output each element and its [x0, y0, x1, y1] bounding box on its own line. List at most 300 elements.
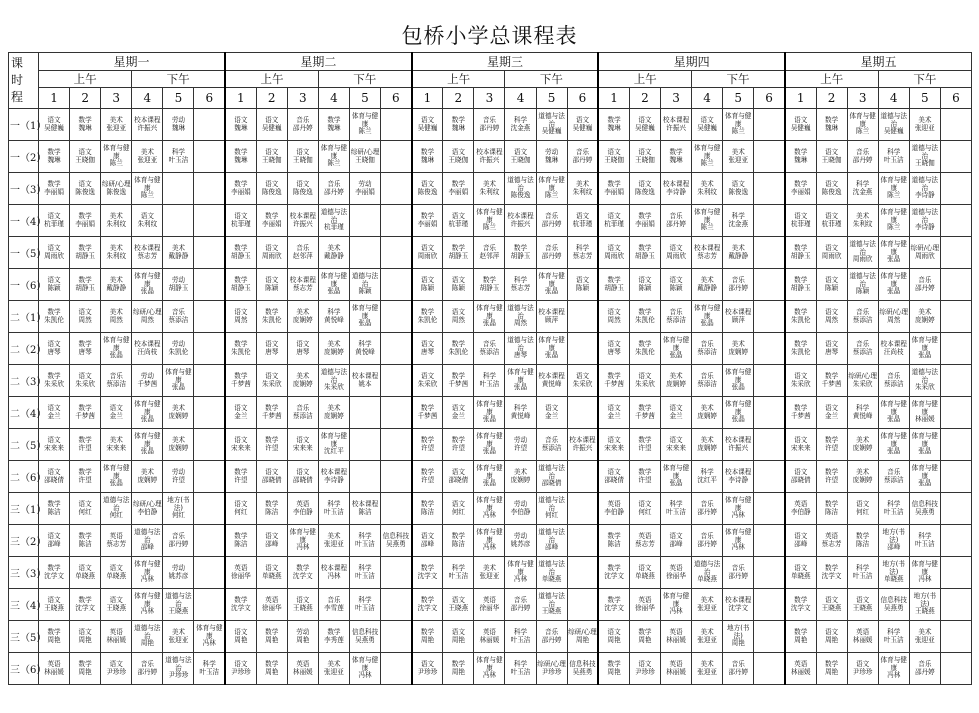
teacher-name: 姚苏彦 — [168, 571, 189, 580]
schedule-cell — [101, 493, 132, 525]
schedule-cell — [598, 333, 629, 365]
class-row — [9, 653, 972, 685]
schedule-cell — [163, 589, 194, 621]
schedule-cell — [256, 269, 287, 301]
teacher-name: 吴健巍 — [635, 123, 655, 132]
teacher-name: 邵丹婷 — [137, 667, 158, 676]
teacher-name: 周然 — [234, 315, 248, 324]
subject-name: 音乐 — [482, 339, 497, 348]
subject-name: 劳动 — [513, 531, 528, 540]
teacher-name: 沈学文 — [292, 571, 313, 580]
subject-name: 数学 — [234, 467, 248, 476]
teacher-name: 张晶 — [513, 383, 528, 392]
subject-name: 美术 — [109, 115, 123, 124]
subject-name: 劳动 — [296, 627, 310, 636]
teacher-name: 千梦茜 — [75, 411, 96, 420]
teacher-name: 邵峰 — [669, 539, 683, 548]
teacher-name: 叶玉洁 — [883, 155, 904, 164]
subject-name: 美术 — [700, 179, 714, 188]
schedule-cell — [412, 589, 443, 621]
schedule-cell — [878, 141, 909, 173]
schedule-cell — [940, 461, 971, 493]
teacher-name: 邵峰 — [545, 543, 559, 552]
schedule-cell — [194, 333, 225, 365]
schedule-cell — [256, 365, 287, 397]
teacher-name: 张晶 — [731, 415, 745, 424]
teacher-name: 周艳 — [78, 667, 92, 676]
teacher-name: 陈兰 — [887, 223, 901, 232]
period-header: 5 — [163, 88, 194, 109]
teacher-name: 千梦茜 — [604, 379, 624, 388]
teacher-name: 朱利纹 — [479, 187, 500, 196]
teacher-name: 叶玉洁 — [324, 507, 344, 516]
teacher-name: 叶玉洁 — [914, 539, 935, 548]
teacher-name: 陈俊逸 — [261, 187, 282, 196]
subject-name: 劳动 — [171, 563, 186, 572]
schedule-cell — [101, 141, 132, 173]
schedule-cell — [474, 621, 505, 653]
teacher-name: 许望 — [451, 443, 465, 452]
schedule-cell — [287, 109, 318, 141]
schedule-cell — [754, 461, 785, 493]
teacher-name: 张晶 — [109, 351, 123, 360]
subject-name: 校本课程 — [351, 371, 379, 380]
schedule-cell — [723, 557, 754, 589]
teacher-name: 康 — [175, 375, 182, 384]
subject-name: 语文 — [265, 147, 279, 156]
schedule-cell — [536, 237, 567, 269]
teacher-name: 陈颖 — [358, 287, 372, 296]
teacher-name: 邵峰 — [794, 539, 808, 548]
schedule-cell — [381, 269, 412, 301]
schedule-cell — [692, 205, 723, 237]
subject-name: 语文 — [638, 147, 652, 156]
teacher-name: 杭菲瑾 — [44, 219, 64, 228]
schedule-cell — [598, 365, 629, 397]
class-label: 三（6） — [9, 653, 39, 685]
schedule-cell — [256, 205, 287, 237]
subject-name: 综研/心理 — [848, 371, 877, 380]
schedule-cell — [474, 141, 505, 173]
teacher-name: 康 — [921, 471, 929, 480]
teacher-name: 康 — [112, 343, 120, 352]
schedule-cell — [443, 109, 474, 141]
subject-name: 道德与法 — [507, 176, 534, 185]
schedule-cell — [225, 493, 256, 525]
schedule-cell — [629, 589, 660, 621]
subject-name: 体育与健 — [880, 176, 907, 185]
schedule-cell — [847, 525, 878, 557]
teacher-name: 陈颖 — [669, 283, 683, 292]
schedule-cell — [381, 173, 412, 205]
teacher-name: 治 — [548, 503, 555, 512]
subject-name: 数学 — [327, 115, 341, 124]
period-header: 3 — [847, 88, 878, 109]
schedule-cell — [692, 301, 723, 333]
schedule-cell — [101, 429, 132, 461]
subject-name: 体育与健 — [320, 144, 348, 153]
teacher-name: 蔡添洁 — [883, 475, 904, 484]
subject-name: 科学 — [327, 499, 341, 508]
afternoon-header: 下午 — [692, 71, 785, 88]
teacher-name: 金兰 — [47, 411, 61, 420]
subject-name: 校本课程 — [538, 371, 565, 380]
teacher-name: 陈兰 — [358, 127, 372, 136]
teacher-name: 陈洁 — [420, 507, 435, 516]
subject-name: 科学 — [202, 659, 216, 668]
schedule-cell — [878, 109, 909, 141]
class-row — [9, 269, 972, 301]
schedule-cell — [660, 589, 691, 621]
schedule-cell — [132, 205, 163, 237]
subject-name: 数学 — [420, 403, 435, 412]
subject-name: 英语 — [47, 659, 61, 668]
schedule-cell — [349, 237, 380, 269]
teacher-name: 魏琳 — [420, 155, 435, 164]
teacher-name: 李诗静 — [728, 475, 749, 484]
subject-name: 校本课程 — [725, 467, 752, 476]
schedule-cell — [816, 461, 847, 493]
subject-name: 数学 — [47, 179, 61, 188]
schedule-cell — [723, 141, 754, 173]
teacher-name: 邵丹婷 — [697, 507, 718, 516]
period-header: 6 — [381, 88, 412, 109]
subject-name: 语文 — [794, 563, 808, 572]
schedule-cell — [318, 589, 349, 621]
schedule-cell — [878, 205, 909, 237]
subject-name: 体育与健 — [507, 368, 534, 377]
subject-name: 语文 — [109, 403, 123, 412]
teacher-name: 康 — [330, 151, 338, 160]
teacher-name: 邵丹婷 — [666, 219, 686, 228]
afternoon-header: 下午 — [878, 71, 971, 88]
schedule-cell — [101, 109, 132, 141]
class-label: 二（1） — [9, 301, 39, 333]
class-label: 三（2） — [9, 525, 39, 557]
teacher-name: 朱利纹 — [106, 219, 127, 228]
teacher-name: 陈兰 — [545, 191, 559, 200]
teacher-name: 张迎亚 — [106, 123, 127, 132]
teacher-name: 邵丹婷 — [324, 187, 344, 196]
teacher-name: 蔡志芳 — [106, 539, 127, 548]
teacher-name: 胡静玉 — [479, 283, 500, 292]
teacher-name: 康 — [144, 279, 151, 288]
teacher-name: 李伯静 — [510, 507, 531, 516]
schedule-cell — [598, 653, 629, 685]
schedule-cell — [381, 237, 412, 269]
teacher-name: 胡静玉 — [168, 283, 189, 292]
schedule-cell — [412, 557, 443, 589]
schedule-cell — [101, 365, 132, 397]
teacher-name: 许振兴 — [572, 443, 593, 452]
subject-name: 道德与法 — [538, 464, 565, 473]
schedule-cell — [256, 397, 287, 429]
schedule-cell — [816, 269, 847, 301]
schedule-cell — [629, 397, 660, 429]
teacher-name: 庞娴婷 — [324, 347, 344, 356]
teacher-name: 李丽娟 — [44, 187, 64, 196]
teacher-name: 康 — [144, 567, 151, 576]
subject-name: 音乐 — [296, 115, 310, 124]
teacher-name: 唐琴 — [824, 347, 839, 356]
teacher-name: 叶玉洁 — [510, 667, 531, 676]
schedule-cell — [785, 397, 816, 429]
schedule-cell — [723, 429, 754, 461]
subject-name: 数学 — [78, 467, 92, 476]
teacher-name: 张迎亚 — [479, 571, 500, 580]
teacher-name: 许振兴 — [728, 443, 749, 452]
schedule-cell — [536, 333, 567, 365]
subject-name: 数学 — [607, 371, 621, 380]
subject-name: 体育与健 — [320, 272, 348, 281]
period-header: 6 — [194, 88, 225, 109]
schedule-cell — [474, 205, 505, 237]
subject-name: 数学 — [420, 499, 435, 508]
schedule-cell — [70, 269, 101, 301]
teacher-name: 王晓伽 — [448, 155, 469, 164]
teacher-name: 李秀莲 — [324, 635, 344, 644]
subject-name: 音乐 — [887, 467, 901, 476]
teacher-name: 李丽娟 — [75, 219, 96, 228]
teacher-name: 陈兰 — [482, 223, 497, 232]
teacher-name: 康 — [703, 151, 711, 160]
teacher-name: 李丽娟 — [230, 187, 251, 196]
subject-name: 语文 — [265, 563, 279, 572]
schedule-cell — [598, 621, 629, 653]
schedule-cell — [349, 397, 380, 429]
teacher-name: 吴健巍 — [541, 127, 562, 136]
teacher-name: 叶玉洁 — [355, 603, 375, 612]
teacher-name: 邵丹婷 — [510, 603, 531, 612]
teacher-name: 周然 — [824, 315, 839, 324]
period-header: 5 — [909, 88, 940, 109]
teacher-name: 林丽媛 — [914, 415, 935, 424]
subject-name: 数学 — [824, 563, 839, 572]
schedule-cell — [754, 589, 785, 621]
schedule-cell — [536, 109, 567, 141]
subject-name: 数学 — [47, 563, 61, 572]
schedule-cell — [194, 141, 225, 173]
teacher-name: 胡静玉 — [230, 283, 251, 292]
schedule-cell — [878, 461, 909, 493]
subject-name: 数学 — [327, 627, 341, 636]
teacher-name: 王晓燕 — [852, 603, 873, 612]
schedule-cell — [785, 237, 816, 269]
schedule-cell — [349, 205, 380, 237]
subject-name: 体育与健 — [725, 528, 752, 537]
teacher-name: 周艳 — [575, 635, 590, 644]
schedule-cell — [474, 173, 505, 205]
schedule-cell — [318, 621, 349, 653]
schedule-cell — [816, 589, 847, 621]
schedule-cell — [443, 269, 474, 301]
subject-name: 体育与健 — [725, 112, 752, 121]
subject-name: 综研/心理 — [879, 307, 909, 316]
schedule-cell — [443, 333, 474, 365]
teacher-name: 法) — [920, 599, 930, 608]
subject-name: 体育与健 — [134, 176, 161, 185]
teacher-name: 康 — [486, 407, 493, 416]
subject-name: 语文 — [638, 275, 652, 284]
teacher-name: 康 — [703, 311, 711, 320]
teacher-name: 周艳 — [47, 635, 61, 644]
schedule-cell — [629, 365, 660, 397]
teacher-name: 朱利纹 — [137, 219, 158, 228]
teacher-name: 李诗静 — [666, 187, 686, 196]
teacher-name: 许望 — [420, 443, 435, 452]
teacher-name: 朱利纹 — [106, 251, 127, 260]
subject-name: 数学 — [234, 371, 248, 380]
schedule-cell — [163, 493, 194, 525]
schedule-cell — [660, 653, 691, 685]
schedule-cell — [132, 301, 163, 333]
subject-name: 语文 — [638, 563, 652, 572]
teacher-name: 何红 — [234, 507, 248, 516]
subject-name: 体育与健 — [880, 432, 907, 441]
teacher-name: 张晶 — [669, 479, 683, 488]
subject-name: 地方(书 — [727, 624, 750, 633]
schedule-cell — [287, 493, 318, 525]
subject-name: 语文 — [234, 659, 248, 668]
subject-name: 信息科技 — [382, 531, 410, 540]
corner-char: 程 — [11, 90, 24, 104]
subject-name: 语文 — [420, 659, 435, 668]
schedule-cell — [225, 397, 256, 429]
subject-name: 音乐 — [171, 531, 186, 540]
schedule-cell — [785, 141, 816, 173]
schedule-cell — [287, 237, 318, 269]
subject-name: 数学 — [856, 531, 870, 540]
teacher-name: 许望 — [638, 475, 652, 484]
teacher-name: 张晶 — [140, 447, 154, 456]
teacher-name: 戴静静 — [106, 283, 127, 292]
teacher-name: 周艳 — [140, 639, 154, 648]
teacher-name: 张迎亚 — [914, 635, 935, 644]
teacher-name: 吴健巍 — [572, 123, 593, 132]
teacher-name: 魏琳 — [451, 123, 465, 132]
schedule-cell — [847, 557, 878, 589]
subject-name: 体育与健 — [911, 432, 939, 441]
teacher-name: 邵丹婷 — [292, 123, 313, 132]
schedule-cell — [194, 365, 225, 397]
subject-name: 英语 — [794, 499, 808, 508]
teacher-name: 张迎亚 — [914, 123, 935, 132]
subject-name: 语文 — [47, 403, 61, 412]
schedule-cell — [909, 461, 940, 493]
teacher-name: 周艳 — [824, 667, 839, 676]
teacher-name: 康 — [672, 599, 680, 608]
teacher-name: 千梦茜 — [261, 411, 282, 420]
subject-name: 英语 — [669, 563, 683, 572]
subject-name: 语文 — [265, 275, 279, 284]
subject-name: 科学 — [856, 563, 870, 572]
schedule-cell — [660, 493, 691, 525]
subject-name: 综研/心理 — [133, 307, 162, 316]
schedule-cell — [940, 205, 971, 237]
schedule-cell — [878, 237, 909, 269]
subject-name: 体育与健 — [351, 304, 379, 313]
schedule-cell — [940, 301, 971, 333]
teacher-name: 蔡添洁 — [697, 347, 718, 356]
subject-name: 数学 — [607, 531, 621, 540]
teacher-name: 周雨欣 — [914, 251, 935, 260]
subject-name: 音乐 — [482, 243, 497, 252]
schedule-cell — [692, 557, 723, 589]
schedule-cell — [194, 237, 225, 269]
subject-name: 音乐 — [140, 659, 154, 668]
schedule-cell — [692, 493, 723, 525]
subject-name: 体育与健 — [134, 400, 161, 409]
subject-name: 数学 — [420, 595, 435, 604]
schedule-cell — [349, 525, 380, 557]
schedule-cell — [567, 205, 598, 237]
schedule-cell — [660, 173, 691, 205]
schedule-cell — [816, 493, 847, 525]
subject-name: 道德与法 — [103, 496, 130, 505]
subject-name: 语文 — [420, 115, 435, 124]
schedule-cell — [909, 301, 940, 333]
subject-name: 美术 — [731, 339, 745, 348]
schedule-cell — [785, 621, 816, 653]
schedule-cell — [225, 525, 256, 557]
subject-name: 体育与健 — [103, 336, 130, 345]
class-label: 一（1） — [9, 109, 39, 141]
teacher-name: 朱采欣 — [635, 379, 655, 388]
schedule-cell — [660, 365, 691, 397]
subject-name: 音乐 — [731, 563, 745, 572]
schedule-cell — [847, 237, 878, 269]
subject-name: 校本课程 — [134, 115, 161, 124]
teacher-name: 李丽娟 — [790, 187, 811, 196]
teacher-name: 叶玉洁 — [355, 539, 375, 548]
teacher-name: 邵丹婷 — [168, 539, 189, 548]
subject-name: 语文 — [265, 115, 279, 124]
schedule-cell — [349, 589, 380, 621]
subject-name: 劳动 — [140, 371, 154, 380]
teacher-name: 张迎亚 — [697, 635, 718, 644]
teacher-name: 尹珍珍 — [541, 667, 562, 676]
schedule-cell — [412, 621, 443, 653]
subject-name: 美术 — [513, 467, 528, 476]
teacher-name: 黄悦峰 — [541, 379, 562, 388]
teacher-name: 康 — [548, 279, 555, 288]
period-header: 3 — [660, 88, 691, 109]
schedule-cell — [909, 365, 940, 397]
teacher-name: 朱采欣 — [572, 379, 593, 388]
teacher-name: 周然 — [78, 315, 92, 324]
subject-name: 语文 — [234, 435, 248, 444]
subject-name: 数学 — [607, 179, 621, 188]
schedule-cell — [847, 365, 878, 397]
subject-name: 校本课程 — [725, 435, 752, 444]
period-header: 2 — [816, 88, 847, 109]
schedule-cell — [70, 525, 101, 557]
subject-name: 道德与法 — [134, 624, 161, 633]
subject-name: 语文 — [47, 435, 61, 444]
subject-name: 语文 — [265, 179, 279, 188]
schedule-cell — [660, 429, 691, 461]
teacher-name: 冯林 — [296, 543, 310, 552]
subject-name: 语文 — [607, 467, 621, 476]
subject-name: 语文 — [575, 115, 590, 124]
schedule-cell — [349, 429, 380, 461]
subject-name: 美术 — [109, 275, 123, 284]
schedule-cell — [785, 173, 816, 205]
teacher-name: 陈俊逸 — [821, 187, 842, 196]
teacher-name: 宋来来 — [106, 443, 127, 452]
schedule-cell — [101, 301, 132, 333]
schedule-cell — [381, 397, 412, 429]
